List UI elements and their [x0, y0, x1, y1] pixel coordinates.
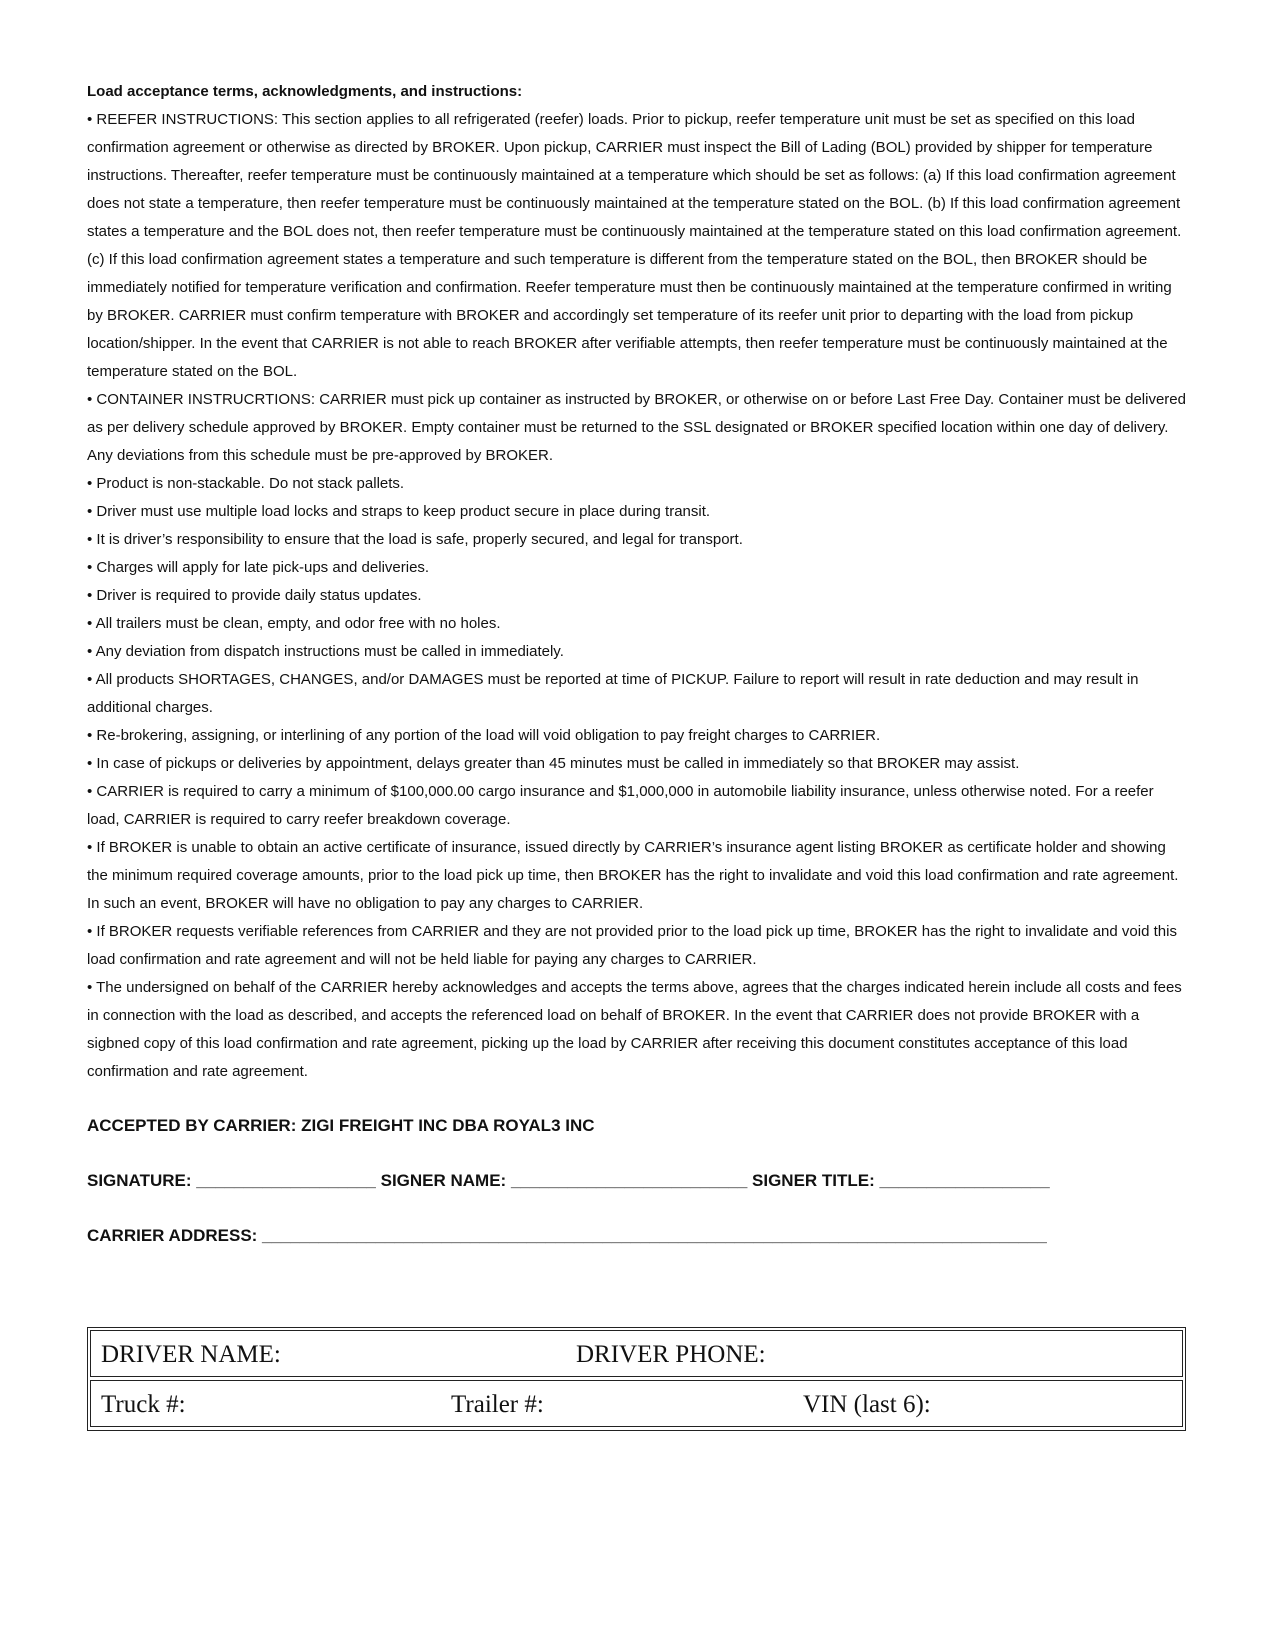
term-appointment-delays: • In case of pickups or deliveries by appointment, delays greater than 45 minutes must be called in immediately so that BROKER may assist. [87, 755, 1020, 772]
term-load-locks: • Driver must use multiple load locks and straps to keep product secure in place during transit. [87, 503, 711, 520]
driver-info-table [87, 1327, 1186, 1431]
term-non-stackable: • Product is non-stackable. Do not stack pallets. [87, 475, 405, 492]
term-certificate-of-insurance: • If BROKER is unable to obtain an active certificate of insurance, issued directly by CARRIER’s insurance agent listing BROKER as certificate holder and showing the minimum required coverage amounts, prior to the load pick up time, then BROKER has the right to invalidate and void this load confirmation and rate agreement. In such an event, BROKER will have no obligation to pay any charges to CARRIER. [87, 839, 1179, 912]
term-late-charges: • Charges will apply for late pick-ups and deliveries. [87, 559, 430, 576]
term-shortages-damages: • All products SHORTAGES, CHANGES, and/or DAMAGES must be reported at time of PICKUP. Failure to report will result in rate deduction and may result in additional charges. [87, 671, 1139, 716]
terms-document [87, 78, 1187, 1248]
term-clean-trailers: • All trailers must be clean, empty, and odor free with no holes. [87, 615, 501, 632]
accepted-by-carrier: ACCEPTED BY CARRIER: ZIGI FREIGHT INC DBA ROYAL3 INC [87, 1116, 595, 1135]
term-insurance-minimum: • CARRIER is required to carry a minimum of $100,000.00 cargo insurance and $1,000,000 in automobile liability insurance, unless otherwise noted. For a reefer load, CARRIER is required to carry reefer breakdown coverage. [87, 783, 1154, 828]
trailer-label[interactable]: Trailer #: [451, 1391, 544, 1418]
term-container-instructions: • CONTAINER INSTRUCRTIONS: CARRIER must pick up container as instructed by BROKER, or otherwise on or before Last Free Day. Container must be delivered as per delivery schedule approved by BROKER. Empty container must be returned to the SSL designated or BROKER specified location within one day of delivery. Any deviations from this schedule must be pre-approved by BROKER. [87, 391, 1186, 464]
term-reefer-instructions: • REEFER INSTRUCTIONS: This section applies to all refrigerated (reefer) loads. Prior to pickup, reefer temperature unit must be set as specified on this load confirmation agreement or otherwise as directed by BROKER. Upon pickup, CARRIER must inspect the Bill of Lading (BOL) provided by shipper for temperature instructions. Thereafter, reefer temperature must be continuously maintained at a temperature which should be set as follows: (a) If this load confirmation agreement does not state a temperature, then reefer temperature must be continuously maintained at the temperature stated on the BOL. (b) If this load confirmation agreement states a temperature and the BOL does not, then reefer temperature must be continuously maintained at the temperature stated on this load confirmation agreement. (c) If this load confirmation agreement states a temperature and such temperature is different from the temperature stated on the BOL, then BROKER should be immediately notified for temperature verification and confirmation. Reefer temperature must then be continuously maintained at the temperature confirmed in writing by BROKER. CARRIER must confirm temperature with BROKER and accordingly set temperature of its reefer unit prior to departing with the load from pickup location/shipper. In the event that CARRIER is not able to reach BROKER after verifiable attempts, then reefer temperature must be continuously maintained at the temperature stated on the BOL. [87, 111, 1182, 380]
driver-phone-label[interactable]: DRIVER PHONE: [576, 1341, 766, 1368]
vin-label[interactable]: VIN (last 6): [803, 1391, 931, 1418]
term-status-updates: • Driver is required to provide daily status updates. [87, 587, 422, 604]
driver-name-label[interactable]: DRIVER NAME: [101, 1341, 281, 1368]
term-driver-responsibility: • It is driver’s responsibility to ensure that the load is safe, properly secured, and legal for transport. [87, 531, 743, 548]
term-acknowledgment: • The undersigned on behalf of the CARRIER hereby acknowledges and accepts the terms above, agrees that the charges indicated herein include all costs and fees in connection with the load as described, and accepts the referenced load on behalf of BROKER. In the event that CARRIER does not provide BROKER with a sigbned copy of this load confirmation and rate agreement, picking up the load by CARRIER after receiving this document constitutes acceptance of this load confirmation and rate agreement. [87, 979, 1182, 1080]
term-verifiable-references: • If BROKER requests verifiable references from CARRIER and they are not provided prior to the load pick up time, BROKER has the right to invalidate and void this load confirmation and rate agreement and will not be held liable for paying any charges to CARRIER. [87, 923, 1177, 968]
truck-label[interactable]: Truck #: [101, 1391, 186, 1418]
term-dispatch-deviation: • Any deviation from dispatch instructions must be called in immediately. [87, 643, 564, 660]
carrier-address-line[interactable]: CARRIER ADDRESS: ___________________________________________________________________________________ [87, 1226, 1047, 1245]
terms-heading: Load acceptance terms, acknowledgments, and instructions: [87, 83, 523, 100]
term-rebrokering: • Re-brokering, assigning, or interlining of any portion of the load will void obligation to pay freight charges to CARRIER. [87, 727, 881, 744]
vehicle-row [90, 1380, 1183, 1427]
signature-fields-line[interactable]: SIGNATURE: ___________________ SIGNER NAME: _________________________ SIGNER TITLE: __________________ [87, 1171, 1050, 1190]
driver-row [90, 1330, 1183, 1377]
